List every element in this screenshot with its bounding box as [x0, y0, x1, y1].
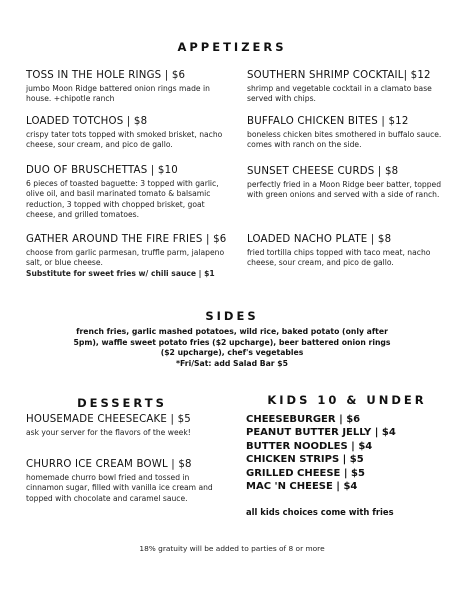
item-description: shrimp and vegetable cocktail in a clamato base served with chips. [247, 84, 432, 104]
sides-line: *Fri/Sat: add Salad Bar $5 [176, 358, 288, 368]
menu-item [26, 116, 226, 151]
item-title: BUFFALO CHICKEN BITES | $12 [247, 116, 409, 127]
item-note: Substitute for sweet fries w/ chili sauce | $1 [26, 268, 215, 278]
sides-line: 5pm), waffle sweet potato fries ($2 upcharge), beer battered onion rings [73, 337, 391, 347]
desserts-heading: DESSERTS [77, 396, 167, 410]
item-description: boneless chicken bites smothered in buffalo sauce. comes with ranch on the side. [247, 130, 442, 150]
item-description: homemade churro bowl fried and tossed in cinnamon sugar, filled with vanilla ice cream and topped with chocolate and caramel sauce. [26, 473, 213, 503]
kids-item: MAC 'N CHEESE | $4 [246, 481, 358, 493]
kids-item: GRILLED CHEESE | $5 [246, 467, 365, 479]
gratuity-note: 18% gratuity will be added to parties of 8 or more [139, 544, 325, 553]
item-title: SOUTHERN SHRIMP COCKTAIL| $12 [247, 70, 431, 81]
menu-item [247, 234, 449, 269]
kids-item: CHEESEBURGER | $6 [246, 414, 361, 425]
kids-menu-list [246, 413, 456, 493]
menu-item [26, 459, 221, 504]
item-title: CHURRO ICE CREAM BOWL | $8 [26, 459, 192, 470]
item-description: jumbo Moon Ridge battered onion rings made in house. +chipotle ranch [26, 84, 210, 104]
appetizers-heading: APPETIZERS [177, 40, 287, 54]
kids-note: all kids choices come with fries [246, 507, 394, 517]
kids-item: CHICKEN STRIPS | $5 [246, 454, 364, 466]
sides-line: ($2 upcharge), chef's vegetables [160, 348, 304, 358]
item-description: 6 pieces of toasted baguette: 3 topped with garlic, olive oil, and basil marinated tomato & balsamic reduction, 3 topped with chopped brisket, goat cheese, and grilled tomatoes. [26, 179, 219, 220]
item-title: GATHER AROUND THE FIRE FRIES | $6 [26, 234, 227, 245]
menu-item [26, 70, 231, 105]
item-description: crispy tater tots topped with smoked brisket, nacho cheese, sour cream, and pico de gallo. [26, 130, 223, 150]
menu-item [247, 116, 449, 151]
item-description [26, 248, 231, 279]
sides-list [60, 327, 404, 369]
kids-item: BUTTER NOODLES | $4 [246, 440, 373, 452]
item-title: LOADED TOTCHOS | $8 [26, 116, 148, 127]
menu-item [247, 70, 449, 105]
menu-item [26, 165, 232, 221]
item-description: perfectly fried in a Moon Ridge beer batter, topped with green onions and served with a side of ranch. [247, 180, 442, 200]
item-title: TOSS IN THE HOLE RINGS | $6 [26, 70, 186, 81]
item-description: fried tortilla chips topped with taco meat, nacho cheese, sour cream, and pico de gallo. [247, 248, 431, 268]
sides-heading: SIDES [205, 309, 259, 323]
item-title: DUO OF BRUSCHETTAS | $10 [26, 165, 178, 176]
item-description-text: choose from garlic parmesan, truffle parm, jalapeno salt, or blue cheese. [26, 248, 225, 268]
item-title: SUNSET CHEESE CURDS | $8 [247, 166, 399, 177]
kids-item: PEANUT BUTTER JELLY | $4 [246, 427, 396, 439]
menu-item [26, 234, 231, 279]
item-title: HOUSEMADE CHEESECAKE | $5 [26, 414, 191, 425]
menu-item [247, 166, 452, 201]
item-description: ask your server for the flavors of the week! [26, 428, 191, 437]
menu-item [26, 414, 236, 438]
sides-line: french fries, garlic mashed potatoes, wild rice, baked potato (only after [76, 327, 388, 336]
item-title: LOADED NACHO PLATE | $8 [247, 234, 392, 245]
kids-heading: KIDS 10 & UNDER [267, 393, 427, 407]
